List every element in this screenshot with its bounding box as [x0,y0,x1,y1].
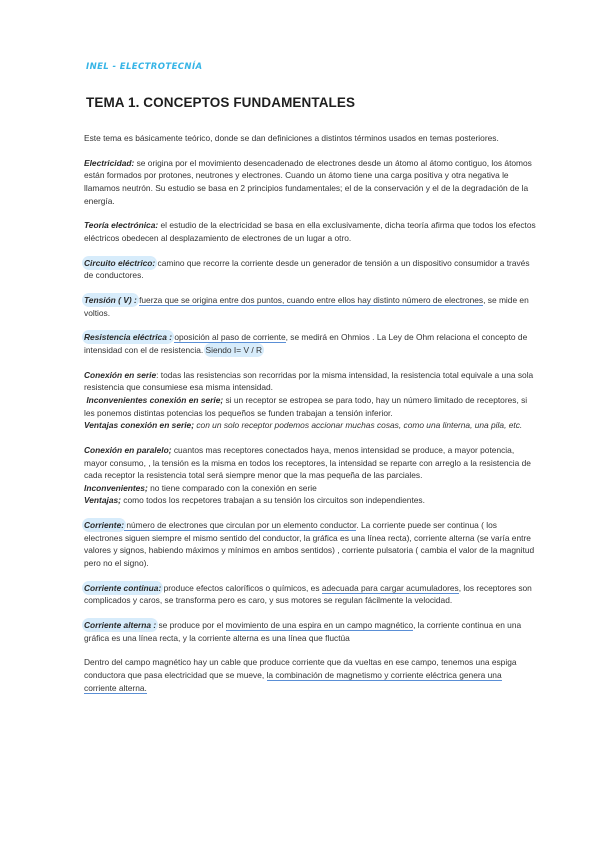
resistencia-text: , se medirá en Ohmios . La Ley de Ohm relaciona el concepto de intensidad con el de resistencia. [84,332,528,356]
term-paralelo: Conexión en paralelo; [84,445,172,455]
term-electricidad: Electricidad: [84,157,135,168]
circuito-paragraph [84,257,536,282]
continua-text-2: , los receptores son complicados y caros, se transforma pero es caro, y sus motores se regulan fácilmente la velocidad. [84,582,532,606]
term-teoria: Teoría electrónica: [84,220,159,231]
corriente-text: . La corriente puede ser continua ( los electrones siguen siempre el mismo sentido del conductor, la gráfica es una línea recta), corriente alterna (se varía entre valores y signos, habiendo máximos y mínimos en ambos sentidos) , corriente pulsatoria ( cambia el valor de la magnitud pero no el signo). [84,520,535,568]
teoria-paragraph [84,219,536,244]
electricidad-paragraph [84,157,536,207]
term-tension: Tensión ( V) : [84,295,137,306]
corriente-paragraph [84,519,536,569]
campo-underlined: la combinación de magnetismo y corriente eléctrica genera una corriente alterna. [84,670,502,693]
term-continua: Corriente continua: [84,582,162,593]
campo-paragraph [84,656,536,694]
electricidad-text: se origina por el movimiento desencadenado de electrones desde un átomo al átomo contiguo, los átomos están formados por protones, neutrones y electrones. Cuando un átomo tiene una carga positiva y otra negativa le llamamos neutrón. Su estudio se basa en 2 principios fundamentales; el de la conservación y el de la degradación de la energía. [84,157,532,206]
term-corriente: Corriente: [84,520,125,531]
teoria-text: el estudio de la electricidad se basa en ella exclusivamente, dicha teoría afirma que todos los efectos eléctricos obedecen al desplazamiento de electrones de un lugar a otro. [84,220,536,243]
ohm-formula: Siendo I= V / R [205,345,263,356]
paralelo-ventajas [84,494,536,507]
alterna-underlined: movimiento de una espira en un campo magnético [225,620,414,631]
paralelo-ventajas-text: como todos los recpetores trabajan a su tensión los circuitos son independientes. [120,495,425,506]
continua-underlined: adecuada para cargar acumuladores [321,582,459,593]
term-alterna: Corriente alterna : [84,620,157,631]
intro-paragraph: Este tema es básicamente teórico, donde se dan definiciones a distintos términos usados en temas posteriores. [84,133,499,143]
campo-text: Dentro del campo magnético hay un cable que produce corriente que da vueltas en ese campo, tenemos una espiga conductora que pasa electricidad que se mueve, [84,657,517,681]
page-title: TEMA 1. CONCEPTOS FUNDAMENTALES [86,95,356,110]
serie-inconvenientes-text: si un receptor se estropea se para todo, hay un número limitado de receptores, si les ponemos distintas potencias los pequeños se funden trabajan a tensión inferior. [84,395,528,418]
circuito-text: camino que recorre la corriente desde un generador de tensión a un dispositivo consumidor a través de conductores. [84,257,530,281]
alterna-text-2: , la corriente continua en una gráfica es una línea recta, y la corriente alterna es una línea que fluctúa [84,620,522,643]
serie-inconvenientes [84,394,536,419]
tension-text: , se mide en voltios. [84,295,529,318]
resistencia-paragraph [84,331,536,356]
paralelo-inconvenientes [84,482,536,495]
term-paralelo-inconvenientes: Inconvenientes; [84,482,148,493]
subject-header: INEL - ELECTROTECNÍA [86,62,203,72]
paralelo-text: cuantos mas receptores conectados haya, menos intensidad se produce, a mayor potencia, mayor consumo, , la tensión es la misma en todos los receptores, la intensidad se reparte con arreglo a la resistencia de cada receptor la resistencia total será siempre menor que la mas pequeña de las parciales. [84,445,531,481]
resistencia-underlined: oposición al paso de corriente [174,332,286,343]
serie-paragraph [84,369,536,394]
corriente-underlined: número de electrones que circulan por un elemento conductor [124,520,357,531]
term-serie-ventajas: Ventajas conexión en serie; [84,420,195,431]
tension-underlined: fuerza que se origina entre dos puntos, cuando entre ellos hay distinto número de electrones [139,295,484,306]
tension-paragraph [84,294,536,319]
document-body [84,132,536,706]
term-serie-inconvenientes: Inconvenientes conexión en serie; [86,395,224,406]
serie-ventajas [84,419,536,432]
term-circuito: Circuito eléctrico: [84,257,156,268]
serie-text: : todas las resistencias son recorridas por la misma intensidad, la resistencia total equivale a una sola resistencia que consumiese esa misma intensidad. [84,369,534,393]
term-resistencia: Resistencia eléctrica : [84,332,172,343]
continua-text-1: produce efectos caloríficos o químicos, es [161,582,322,593]
term-paralelo-ventajas: Ventajas; [84,495,121,506]
serie-ventajas-text: con un solo receptor podemos accionar muchas cosas, como una linterna, una pila, etc. [194,420,523,431]
alterna-paragraph [84,619,536,644]
paralelo-paragraph [84,444,536,482]
continua-paragraph [84,582,536,607]
term-serie: Conexión en serie [84,369,157,380]
alterna-text-1: se produce por el [156,620,226,631]
paralelo-inconvenientes-text: no tiene comparado con la conexión en serie [147,482,317,493]
